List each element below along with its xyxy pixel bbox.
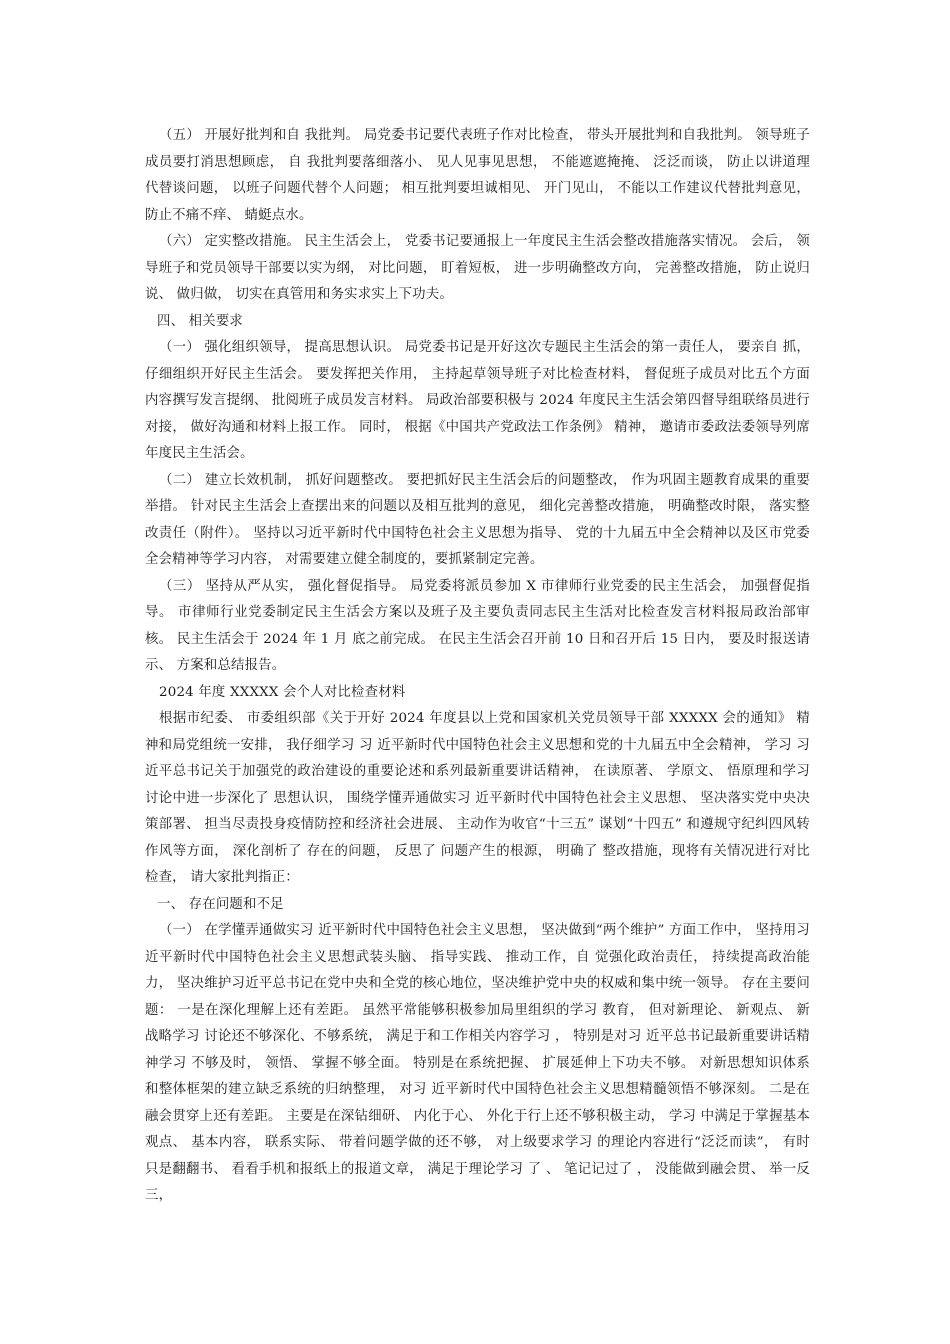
paragraph-introduction: 根据市纪委、 市委组织部《关于开好 2024 年度县以上党和国家机关党员领导干部 XXXXX 会的通知》 精神和局党组统一安排， 我仔细学习 习 近平新时代中国特色社会主义思想和党的十九届五中全会精神， 学习 习近平总书记关于加强党的政治建设的重要论述和系列最新重要讲话精神， 在读原著、 学原文、 悟原理和学习 讨论中进一步深化了 思想认识， 围绕学懂弄通做实习 近平新时代中国特色社会主义思想、 坚决落实党中央决策部署、 担当尽责投身疫情防控和经济社会进展、 主动作为收官“十三五” 谋划“十四五” 和遵规守纪纠四风转作风等方面， 深化剖析了 存在的问题， 反思了 问题产生的根源， 明确了 整改措施，现将有关情况进行对比检查， 请大家批判指正： (145, 711, 810, 885)
paragraph-rectification: （六） 定实整改措施。 民主生活会上， 党委书记要通报上一年度民主生活会整改措施落实情况。 会后， 领导班子和党员领导干部要以实为纲， 对比问题， 盯着短板， 进一步明确整改方向， 完善整改措施， 防止说归说、 做归做， 切实在真管用和务实求实上下功夫。 (145, 234, 810, 302)
section-heading-requirements: 四、 相关要求 (157, 313, 243, 329)
paragraph-supervision: （三） 坚持从严从实， 强化督促指导。 局党委将派员参加 X 市律师行业党委的民主生活会， 加强督促指导。 市律师行业党委制定民主生活会方案以及班子及主要负责同志民主生活对比检查发言材料报局政治部审核。 民主生活会于 2024 年 1 月 底之前完成。 在民主生活会召开前 10 日和召开后 15 日内， 要及时报送请示、 方案和总结报告。 (145, 578, 810, 673)
paragraph-leadership: （一） 强化组织领导， 提高思想认识。 局党委书记是开好这次专题民主生活会的第一责任人， 要亲自 抓， 仔细组织开好民主生活会。 要发挥把关作用， 主持起草领导班子对比检查材料， 督促班子成员对比五个方面内容撰写发言提纲、 批阅班子成员发言材料。 局政治部要积极与 2024 年度民主生活会第四督导组联络员进行对接， 做好沟通和材料上报工作。 同时， 根据《中国共产党政法工作条例》 精神， 邀请市委政法委领导列席年度民主生活会。 (145, 340, 810, 461)
section-heading-problems: 一、 存在问题和不足 (157, 896, 284, 912)
paragraph-problem-one: （一） 在学懂弄通做实习 近平新时代中国特色社会主义思想， 坚决做到“两个维护” 方面工作中， 坚持用习 近平新时代中国特色社会主义思想武装头脑、 指导实践、 推动工作，自 觉强化政治责任， 持续提高政治能力， 坚决维护习近平总书记在党中央和全党的核心地位，坚决维护党中央的权威和集中统一领导。 存在主要问题： 一是在深化理解上还有差距。 虽然平常能够积极参加局里组织的学习 教育， 但对新理论、 新观点、 新战略学习 讨论还不够深化、不够系统， 满足于和工作相关内容学习 ， 特别是对习 近平总书记最新重要讲话精神学习 不够及时， 领悟、 掌握不够全面。 特别是在系统把握、 扩展延伸上下功夫不够。 对新思想知识体系和整体框架的建立缺乏系统的归纳整理， 对习 近平新时代中国特色社会主义思想精髓领悟不够深刻。 二是在融会贯穿上还有差距。 主要是在深钻细研、 内化于心、 外化于行上还不够积极主动， 学习 中满足于掌握基本观点、 基本内容， 联系实际、 带着问题学做的还不够， 对上级要求学习 的理论内容进行“泛泛而读”， 有时只是翻翻书、 看看手机和报纸上的报道文章， 满足于理论学习 了 、 笔记记过了 ， 没能做到融会贯、 举一反三， (145, 923, 810, 1203)
document-body (145, 123, 810, 1210)
paragraph-criticism: （五） 开展好批判和自 我批判。 局党委书记要代表班子作对比检查， 带头开展批判和自我批判。 领导班子成员要打消思想顾虑， 自 我批判要落细落小、 见人见事见思想， 不能遮遮掩掩、 泛泛而谈， 防止以讲道理代替谈问题， 以班子问题代替个人问题； 相互批判要坦诚相见、 开门见山， 不能以工作建议代替批判意见， 防止不痛不痒、 蜻蜓点水。 (145, 128, 810, 223)
document-title: 2024 年度 XXXXX 会个人对比检查材料 (159, 684, 406, 700)
paragraph-mechanism: （二） 建立长效机制， 抓好问题整改。 要把抓好民主生活会后的问题整改， 作为巩固主题教育成果的重要举措。 针对民主生活会上查摆出来的问题以及相互批判的意见， 细化完善整改措施， 明确整改时限， 落实整改责任（附件）。 坚持以习近平新时代中国特色社会主义思想为指导、 党的十九届五中全会精神以及区市党委全会精神等学习内容， 对需要建立健全制度的，要抓紧制定完善。 (145, 472, 810, 567)
